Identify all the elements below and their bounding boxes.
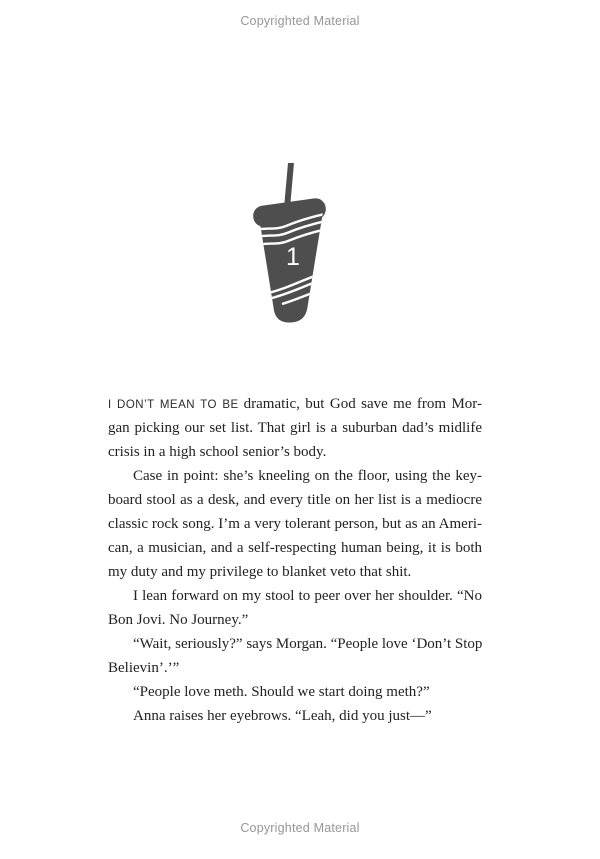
copyright-notice-top: Copyrighted Material bbox=[240, 14, 360, 28]
soda-cup-illustration bbox=[240, 150, 360, 330]
text-line: classic rock song. I’m a very tolerant person, but as an Ameri- bbox=[108, 516, 482, 532]
text-line: gan picking our set list. That girl is a suburban dad’s midlife bbox=[108, 420, 482, 436]
text-line: Case in point: she’s kneeling on the floor, using the key- bbox=[133, 468, 482, 484]
chapter-number: 1 bbox=[286, 243, 300, 271]
straw-shape bbox=[284, 163, 294, 208]
text-line: “Wait, seriously?” says Morgan. “People love ‘Don’t Stop bbox=[133, 636, 483, 652]
text-line: can, a musician, and a self-respecting human being, it is both bbox=[108, 540, 482, 556]
body-text bbox=[108, 392, 482, 728]
text-line: I lean forward on my stool to peer over her shoulder. “No bbox=[133, 588, 482, 604]
text-line bbox=[108, 392, 482, 416]
text-line: crisis in a high school senior’s body. bbox=[108, 444, 327, 460]
text-line: Bon Jovi. No Journey.” bbox=[108, 612, 249, 628]
text-line: “People love meth. Should we start doing meth?” bbox=[133, 684, 430, 700]
copyright-notice-bottom: Copyrighted Material bbox=[240, 821, 360, 835]
text-line: board stool as a desk, and every title on her list is a mediocre bbox=[108, 492, 482, 508]
text-line: Anna raises her eyebrows. “Leah, did you just—” bbox=[133, 708, 432, 724]
text-line: Believin’.’” bbox=[108, 660, 180, 676]
opening-phrase: I DON’T MEAN TO BE bbox=[108, 399, 239, 411]
text-line: my duty and my privilege to blanket veto that shit. bbox=[108, 564, 412, 580]
text-segment: dramatic, but God save me from Mor- bbox=[243, 396, 482, 412]
